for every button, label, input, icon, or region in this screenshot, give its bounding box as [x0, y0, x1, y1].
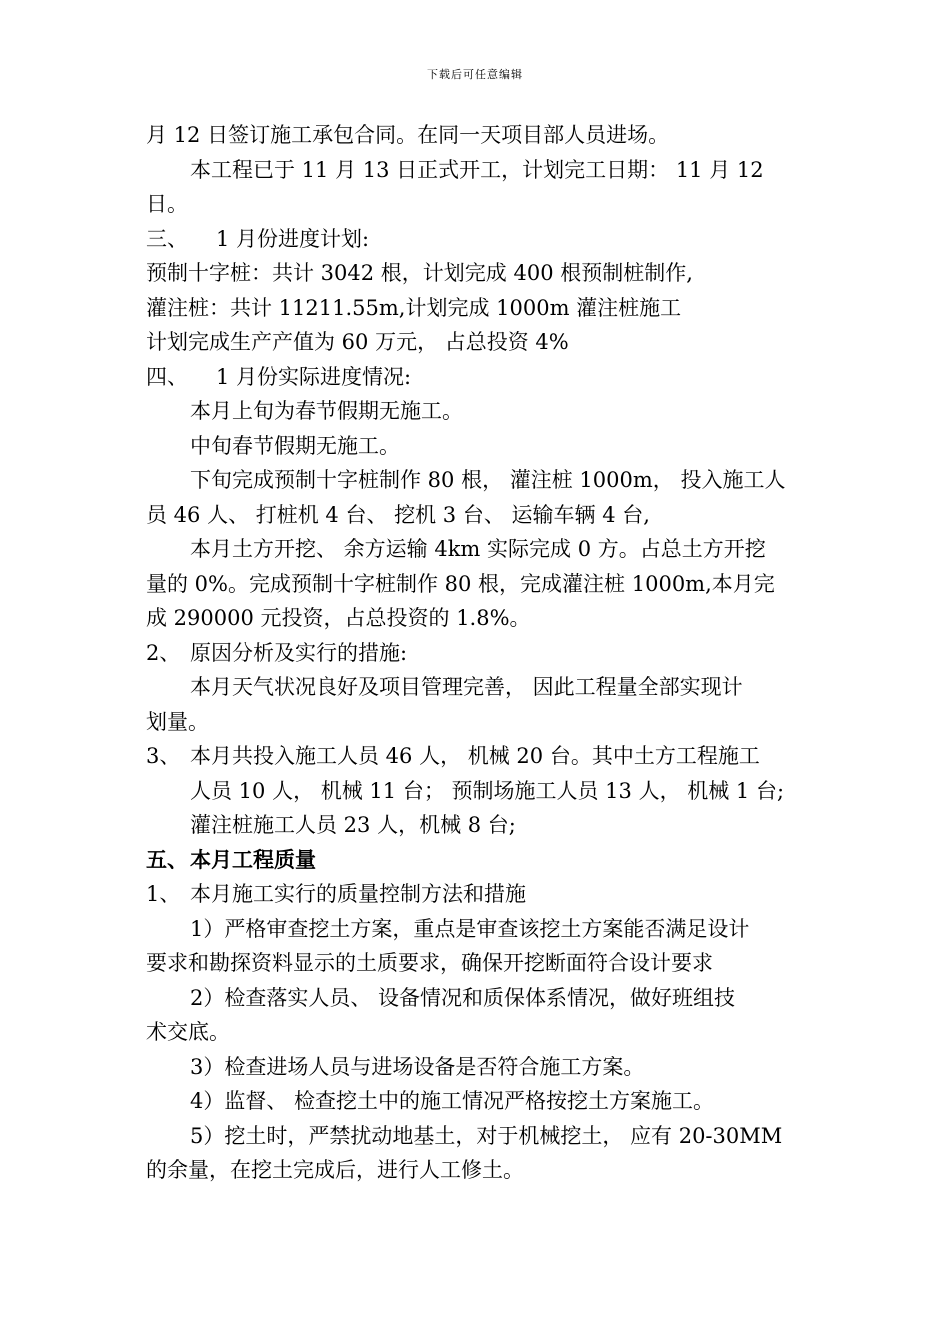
paragraph-line	[146, 912, 810, 947]
line-text: 下旬完成预制十字桩制作 80 根， 灌注桩 1000m， 投入施工人	[190, 468, 786, 492]
subsection-number: 3、	[146, 744, 181, 768]
line-text: 本工程已于 11 月 13 日正式开工，计划完工日期： 11 月 12	[190, 157, 764, 182]
section-number: 四、	[146, 364, 188, 389]
line-text: 灌注桩施工人员 23 人，机械 8 台;	[190, 813, 516, 837]
line-text: 月 12 日签订施工承包合同。在同一天项目部人员进场。	[146, 123, 670, 147]
subsection-heading	[146, 739, 810, 774]
paragraph-line	[146, 670, 810, 705]
document-body	[146, 118, 810, 1188]
subsection-title: 本月施工实行的质量控制方法和措施	[190, 882, 526, 906]
line-text: 5）挖土时，严禁扰动地基土，对于机械挖土， 应有 20-30MM	[190, 1123, 783, 1148]
section-title: 本月工程质量	[190, 846, 316, 872]
line-text: 划量。	[146, 709, 209, 734]
line-text: 量的 0%。完成预制十字桩制作 80 根，完成灌注桩 1000m,本月完	[146, 571, 775, 596]
line-text: 员 46 人、 打桩机 4 台、 挖机 3 台、 运输车辆 4 台,	[146, 502, 650, 527]
line-text: 本月土方开挖、 余方运输 4km 实际完成 0 方。占总土方开挖	[190, 537, 766, 561]
line-text: 的余量，在挖土完成后，进行人工修土。	[146, 1158, 524, 1182]
subsection-heading	[146, 636, 810, 671]
line-text: 本月共投入施工人员 46 人， 机械 20 台。其中土方工程施工	[190, 744, 760, 768]
paragraph-line	[146, 532, 810, 567]
line-text: 日。	[146, 192, 188, 216]
paragraph-line	[146, 153, 810, 188]
line-text: 本月天气状况良好及项目管理完善， 因此工程量全部实现计	[190, 675, 743, 699]
line-text: 3）检查进场人员与进场设备是否符合施工方案。	[190, 1054, 645, 1079]
section-heading	[146, 843, 810, 878]
line-text: 本月上旬为春节假期无施工。	[190, 399, 463, 423]
paragraph-line	[146, 325, 810, 360]
subsection-number: 2、	[146, 640, 181, 665]
paragraph-line	[146, 808, 810, 843]
subsection-title: 原因分析及实行的措施:	[190, 640, 408, 665]
subsection-heading	[146, 877, 810, 912]
paragraph-line	[146, 601, 810, 636]
paragraph-line	[146, 118, 810, 153]
paragraph-line	[146, 394, 810, 429]
section-heading	[146, 222, 810, 257]
paragraph-line	[146, 187, 810, 222]
paragraph-line	[146, 1153, 810, 1188]
line-text: 成 290000 元投资，占总投资的 1.8%。	[146, 606, 531, 630]
paragraph-line	[146, 1084, 810, 1119]
paragraph-line	[146, 256, 810, 291]
paragraph-line	[146, 291, 810, 326]
line-text: 人员 10 人， 机械 11 台； 预制场施工人员 13 人， 机械 1 台;	[190, 778, 785, 803]
line-text: 预制十字桩：共计 3042 根，计划完成 400 根预制桩制作,	[146, 261, 693, 285]
line-text: 灌注桩：共计 11211.55m,计划完成 1000m 灌注桩施工	[146, 295, 682, 320]
line-text: 计划完成生产产值为 60 万元， 占总投资 4%	[146, 330, 569, 354]
section-number: 三、	[146, 226, 188, 251]
paragraph-line	[146, 1015, 810, 1050]
section-title: 1 月份实际进度情况:	[216, 364, 412, 389]
line-text: 要求和勘探资料显示的土质要求，确保开挖断面符合设计要求	[146, 951, 713, 975]
section-heading	[146, 360, 810, 395]
page-header: 下载后可任意编辑	[427, 68, 523, 81]
line-text: 4）监督、 检查挖土中的施工情况严格按挖土方案施工。	[190, 1089, 715, 1113]
paragraph-line	[146, 429, 810, 464]
subsection-number: 1、	[146, 882, 181, 906]
paragraph-line	[146, 567, 810, 602]
section-title: 1 月份进度计划:	[216, 226, 370, 251]
paragraph-line	[146, 1119, 810, 1154]
paragraph-line	[146, 463, 810, 498]
paragraph-line	[146, 498, 810, 533]
paragraph-line	[146, 774, 810, 809]
line-text: 术交底。	[146, 1020, 230, 1044]
section-number: 五、	[146, 846, 188, 872]
line-text: 2）检查落实人员、 设备情况和质保体系情况，做好班组技	[190, 985, 736, 1010]
paragraph-line	[146, 946, 810, 981]
paragraph-line	[146, 1050, 810, 1085]
line-text: 1）严格审查挖土方案，重点是审查该挖土方案能否满足设计	[190, 916, 750, 941]
paragraph-line	[146, 981, 810, 1016]
line-text: 中旬春节假期无施工。	[190, 433, 400, 458]
paragraph-line	[146, 705, 810, 740]
